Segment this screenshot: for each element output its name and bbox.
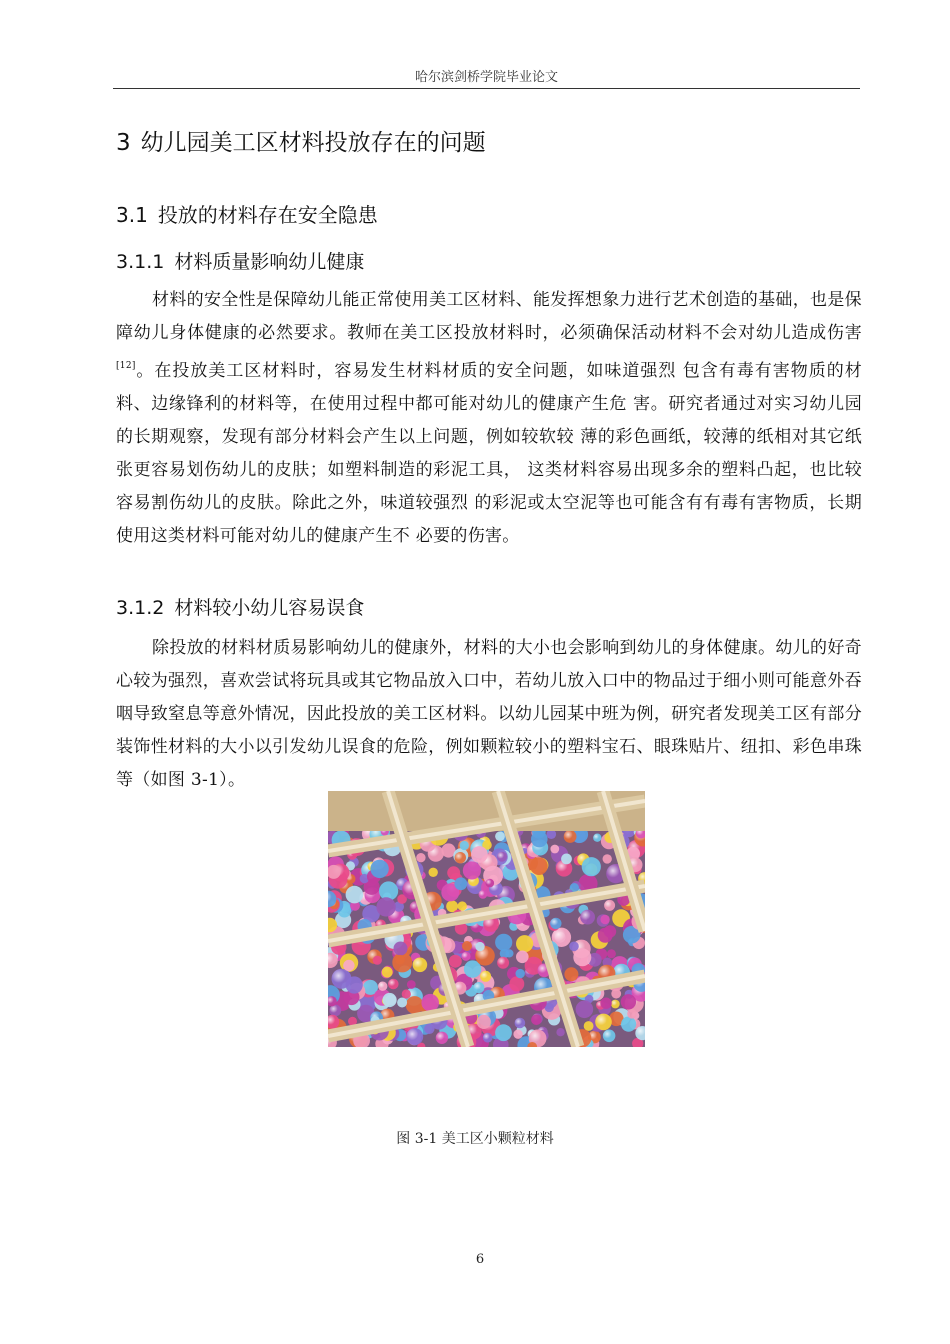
bead [346,976,363,993]
bead [573,948,591,966]
bead [576,1001,594,1019]
bead-highlight [378,982,387,991]
bead-highlight [413,958,428,973]
bead [495,1024,512,1041]
bead-highlight [611,1000,620,1009]
bead [561,854,572,865]
bead [402,989,411,998]
citation-marker[interactable]: [12] [116,361,136,371]
bead [584,1021,594,1031]
section-number: 3.1 [116,203,148,227]
body-paragraph-2: 除投放的材料材质易影响幼儿的健康外，材料的大小也会影响到幼儿的身体健康。幼儿的好奇心较为强烈，喜欢尝试将玩具或其它物品放入口中，若幼儿放入口中的物品过于细小则可能意外吞咽导致窒息等意外情况，因此投放的美工区材料。以幼儿园某中班为例，研究者发现美工区有部分装饰性材料的大小以引发幼儿误食的危险，例如颗粒较小的塑料宝石、眼珠贴片、纽扣、彩色串珠等（如图 3-1）。 [116,638,862,790]
bead [621,1017,636,1032]
bead-highlight [480,971,491,982]
bead [406,996,424,1014]
bead-highlight [580,910,595,925]
bead [370,860,388,878]
bead-highlight [603,1030,616,1043]
subsection-title-2 [116,593,364,620]
bead [516,951,529,964]
bead-highlight [604,900,615,911]
bead [600,915,609,924]
bead [531,831,548,848]
bead [343,960,354,971]
bead [516,969,525,978]
bead [569,942,579,952]
body-paragraph-1 [116,284,862,553]
bead-highlight [593,834,601,842]
bead [416,853,425,862]
figure-beads-photo [328,791,645,1047]
bead [475,942,484,951]
bead-highlight [455,852,466,863]
section-title-text: 投放的材料存在安全隐患 [157,203,378,227]
bead-highlight [461,952,470,961]
bead [407,980,416,989]
bead-highlight [497,957,509,969]
bead [454,877,467,890]
chapter-title [116,124,486,157]
running-header: 哈尔滨剑桥学院毕业论文 [414,70,558,85]
chapter-number: 3 [116,130,131,156]
bead [346,886,364,904]
bead [462,941,472,951]
subsection-title-text-1: 材料质量影响幼儿健康 [174,251,365,273]
bead [447,866,460,879]
bead [627,1009,637,1019]
subsection-title-1 [116,247,364,274]
bead [421,994,439,1012]
bead [376,897,395,916]
subsection-number-1: 3.1.1 [116,251,165,273]
chapter-title-text: 幼儿园美工区材料投放存在的问题 [140,130,486,156]
bead [471,846,488,863]
bead-highlight [497,852,507,862]
bead-highlight [388,979,399,990]
section-title [116,199,378,228]
bead [382,967,393,978]
bead [556,1028,564,1036]
figure-caption: 图 3-1 美工区小颗粒材料 [396,1131,554,1147]
bead-highlight [486,879,495,888]
bead [383,993,397,1007]
bead [477,1015,491,1029]
bead-highlight [436,1032,448,1044]
beads-photo-image [328,791,645,1047]
subsection-title-text-2: 材料较小幼儿容易误食 [174,597,365,619]
header-rule [113,88,860,89]
bead [509,976,524,991]
page-number: 6 [475,1252,485,1267]
bead [582,857,601,876]
bead [394,942,408,956]
subsection-number-2: 3.1.2 [116,597,165,619]
bead [395,955,405,965]
bead-highlight [550,918,561,929]
bead [495,831,505,841]
bead [621,994,636,1009]
bead [513,1030,522,1039]
bead [505,949,513,957]
bead-highlight [483,1033,493,1043]
bead-highlight [406,1028,423,1045]
bead [598,928,613,943]
bead [603,854,612,863]
bead [530,857,548,875]
paragraph-1-text-a: 材料的安全性是保障幼儿能正常使用美工区材料、能发挥想象力进行艺术创造的基础，也是保障幼儿身体健康的必然要求。教师在美工区投放材料时，必须确保活动材料不会对幼儿造成伤害 [116,290,862,343]
bead [550,845,559,854]
bead-highlight [473,982,484,993]
bead [449,955,462,968]
bead [429,868,438,877]
bead [424,1024,434,1034]
bead-highlight [595,1014,612,1031]
bead-highlight [564,830,577,843]
bead [495,934,512,951]
bead [531,1015,542,1026]
bead [564,967,578,981]
bead [460,841,469,850]
bead-highlight [515,1018,526,1029]
bead [397,998,407,1008]
bead-highlight [479,890,488,899]
bead [600,998,611,1009]
bead [373,956,382,965]
paragraph-1-text-b: 。在投放美工区材料时，容易发生材料材质的安全问题，如味道强烈 包含有毒有害物质的材料、边缘锋利的材料等，在使用过程中都可能对幼儿的健康产生危 害。研究者通过对实习幼儿园的长期观察，发现有部分材料会产生以上问题，例如较软较 薄的彩色画纸，较薄的纸相对其它纸张更容易划伤幼儿的皮肤；如塑料制造的彩泥工具， 这类材料容易出现多余的塑料凸起，也比较容易割伤幼儿的皮肤。除此之外，味道较强烈 的彩泥或太空泥等也可能含有有毒有害物质，长期使用这类材料可能对幼儿的健康产生不 必要的伤害。 [116,361,862,546]
bead [516,935,533,952]
bead [458,901,467,910]
bead [607,949,616,958]
bead [463,861,481,879]
